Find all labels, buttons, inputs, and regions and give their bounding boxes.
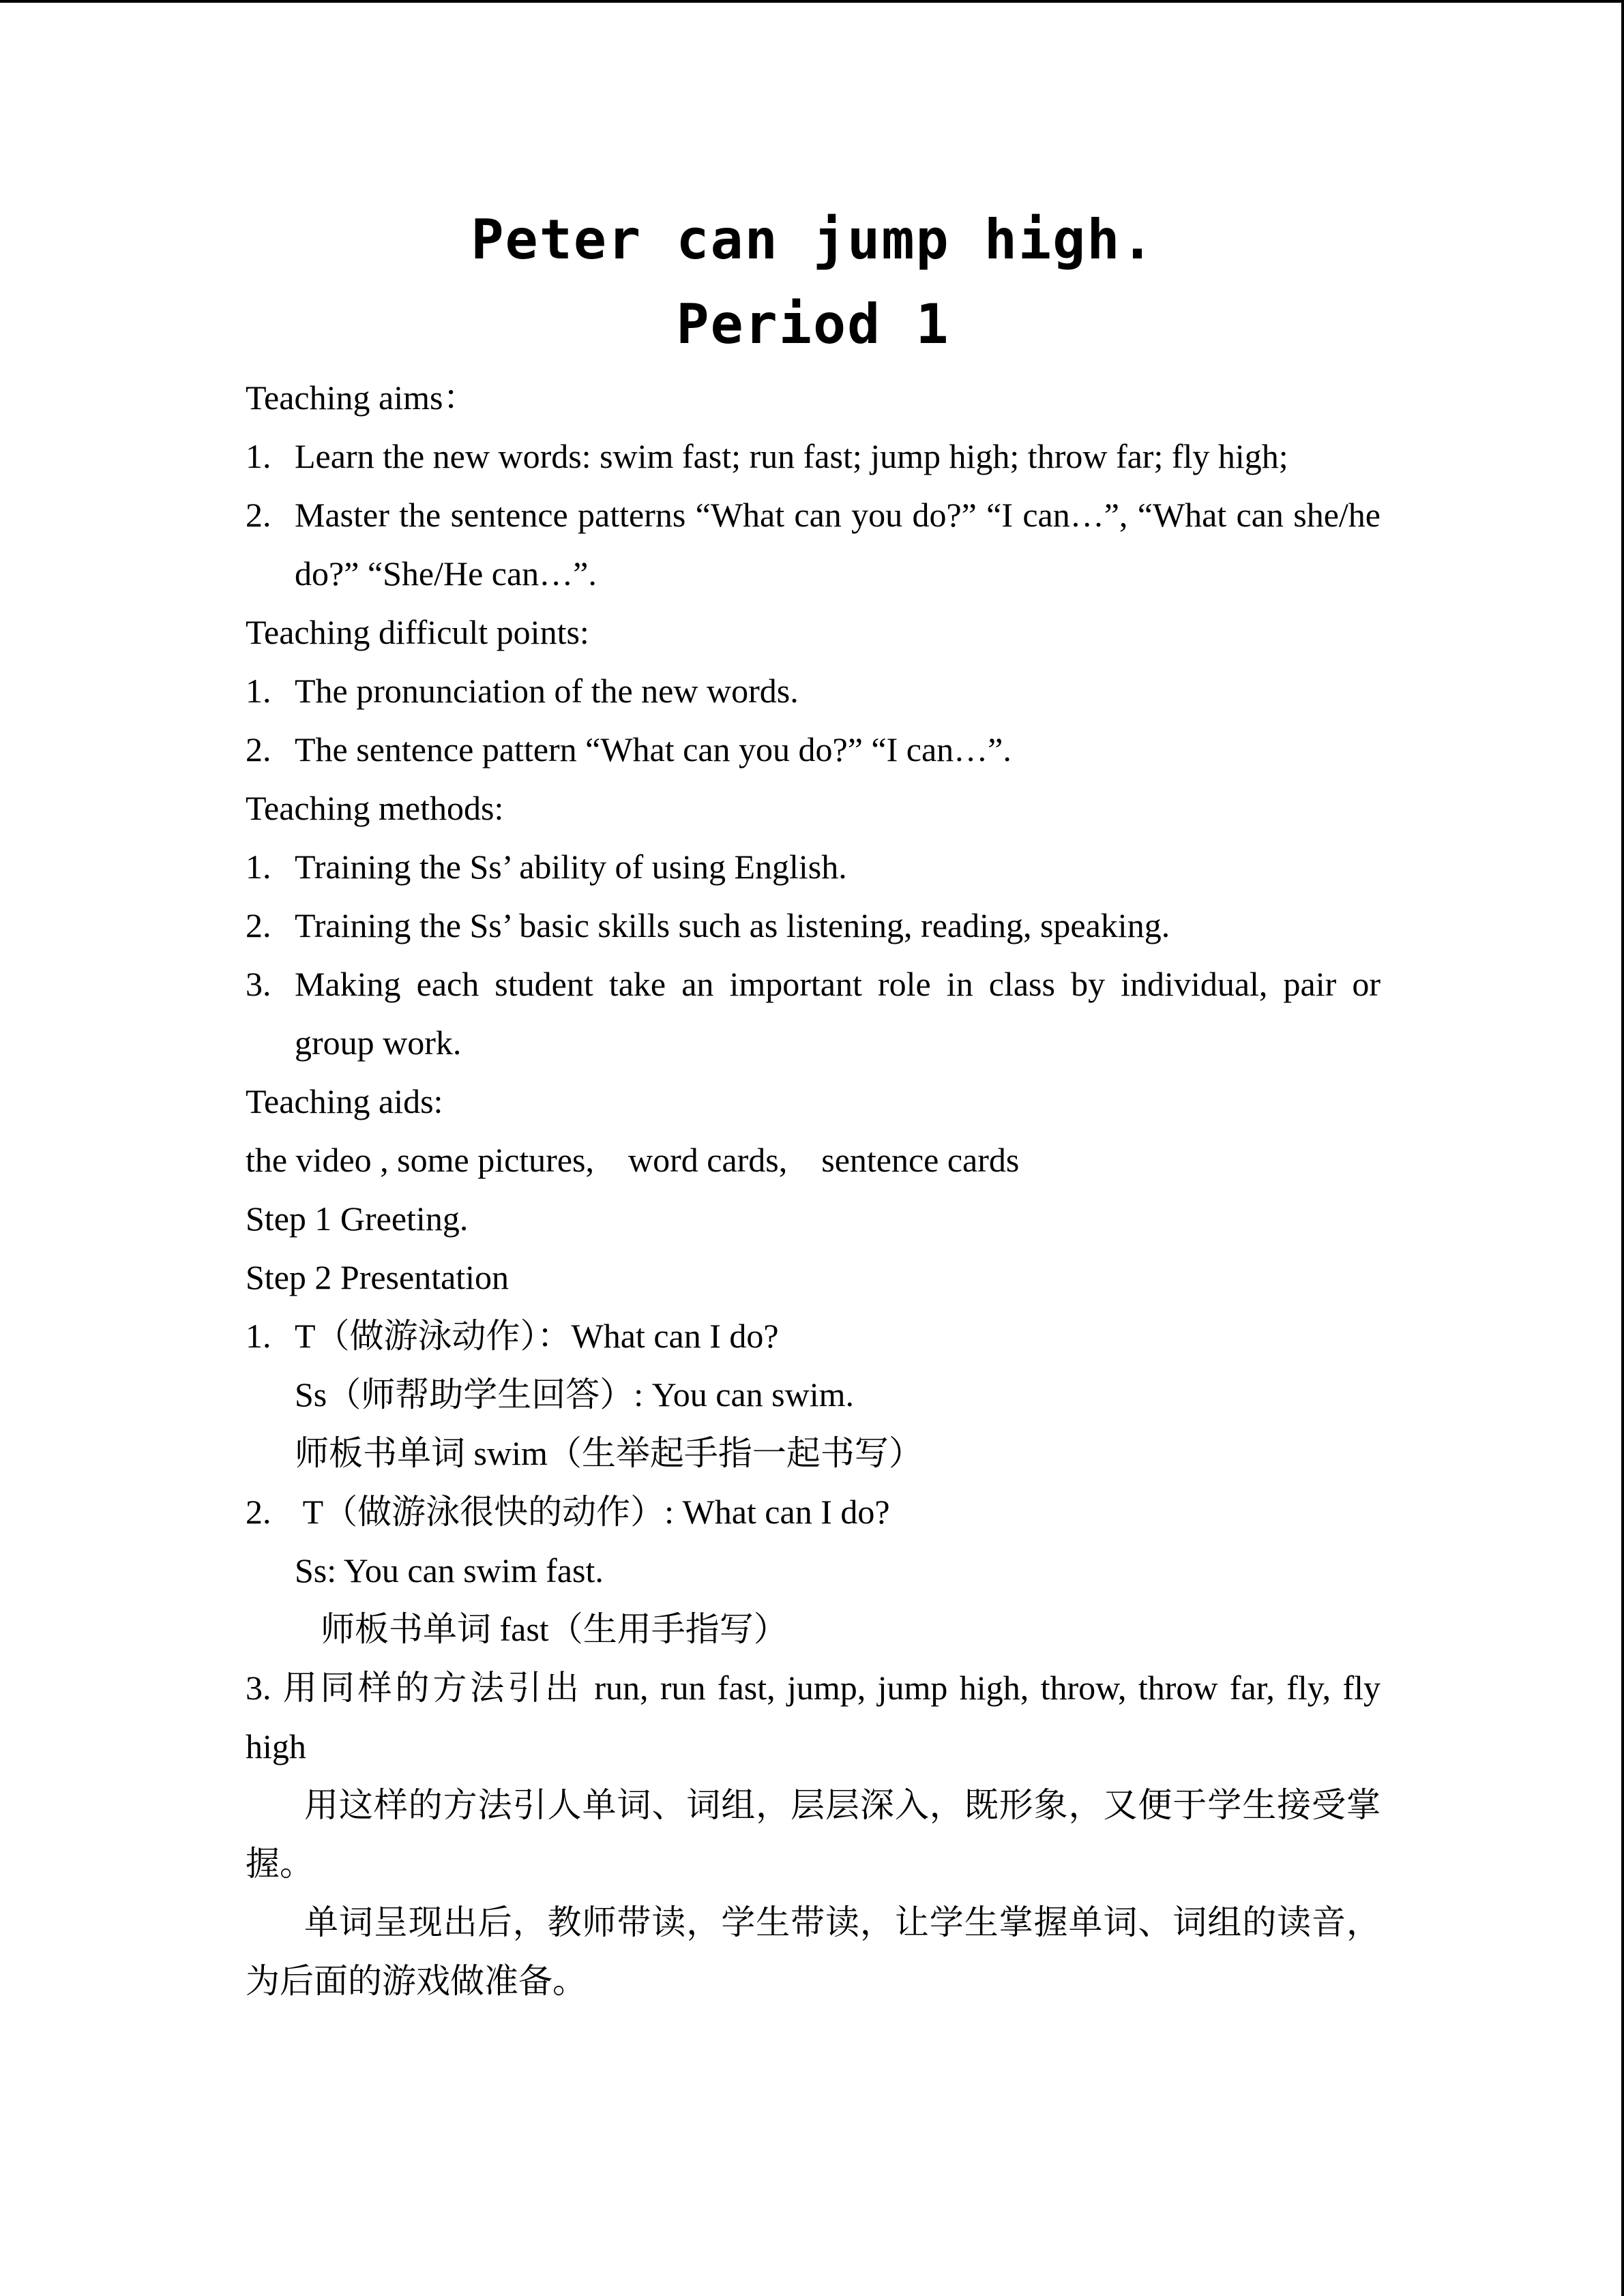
methods-item-2-num: 2. xyxy=(246,906,271,944)
difficult-heading: Teaching difficult points: xyxy=(246,613,589,651)
aims-item-1-num: 1. xyxy=(246,437,271,475)
step2-part-2-line-2: Ss: You can swim fast. xyxy=(295,1551,604,1590)
aims-item-2-text: Master the sentence patterns “What can you do?” “I can…”, “What can she/he do?” “She/He can…”. xyxy=(295,496,1381,593)
difficult-item-2 xyxy=(246,720,1381,779)
step2-part-3: 3. 用同样的方法引出 run, run fast, jump, jump high, throw, throw far, fly, fly high xyxy=(246,1669,1381,1765)
step2-part-1-line-3: 师板书单词 swim（生举起手指一起书写） xyxy=(295,1434,923,1472)
methods-item-1 xyxy=(246,837,1381,896)
methods-item-3 xyxy=(246,955,1381,1072)
methods-item-1-text: Training the Ss’ ability of using English. xyxy=(295,848,847,886)
aids-text: the video , some pictures, word cards, sentence cards xyxy=(246,1141,1020,1179)
methods-item-3-num: 3. xyxy=(246,965,271,1003)
step2-part-2-num: 2. xyxy=(246,1493,271,1531)
difficult-item-2-num: 2. xyxy=(246,730,271,769)
title-line-1: Peter can jump high. xyxy=(471,208,1155,271)
step2-part-1-line-1: T（做游泳动作）：What can I do? xyxy=(295,1317,779,1355)
methods-item-3-text: Making each student take an important role in class by individual, pair or group work. xyxy=(295,965,1381,1062)
step2-part-2-line-1: T（做游泳很快的动作）: What can I do? xyxy=(295,1493,890,1531)
step1-heading: Step 1 Greeting. xyxy=(246,1199,469,1238)
aids-heading: Teaching aids: xyxy=(246,1082,443,1120)
methods-item-2-text: Training the Ss’ basic skills such as listening, reading, speaking. xyxy=(295,906,1170,944)
difficult-item-1-num: 1. xyxy=(246,672,271,710)
aims-heading: Teaching aims： xyxy=(246,378,477,417)
difficult-item-1 xyxy=(246,661,1381,720)
methods-item-2 xyxy=(246,896,1381,955)
aims-item-2 xyxy=(246,486,1381,603)
aims-item-1-text: Learn the new words: swim fast; run fast; jump high; throw far; fly high; xyxy=(295,437,1288,475)
methods-heading: Teaching methods: xyxy=(246,789,504,827)
step2-part-1-num: 1. xyxy=(246,1317,271,1355)
page-border-right xyxy=(1621,0,1624,2296)
difficult-item-1-text: The pronunciation of the new words. xyxy=(295,672,799,710)
difficult-item-2-text: The sentence pattern “What can you do?” “I can…”. xyxy=(295,730,1012,769)
step2-part-2-line-3: 师板书单词 fast（生用手指写） xyxy=(321,1610,788,1648)
aims-item-1 xyxy=(246,427,1381,486)
document-body xyxy=(246,198,1381,2010)
step2-part-1-line-2: Ss（师帮助学生回答）: You can swim. xyxy=(295,1375,854,1414)
step2-note-1: 用这样的方法引人单词、词组，层层深入，既形象，又便于学生接受掌握。 xyxy=(246,1786,1381,1883)
step2-note-2: 单词呈现出后，教师带读，学生带读，让学生掌握单词、词组的读音，为后面的游戏做准备。 xyxy=(246,1903,1381,2000)
methods-item-1-num: 1. xyxy=(246,848,271,886)
title-line-2: Period 1 xyxy=(676,293,950,356)
step2-part-1 xyxy=(246,1307,1381,1365)
step2-part-2 xyxy=(246,1482,1381,1541)
aims-item-2-num: 2. xyxy=(246,496,271,534)
page-border-top xyxy=(0,0,1624,3)
step2-heading: Step 2 Presentation xyxy=(246,1258,510,1296)
